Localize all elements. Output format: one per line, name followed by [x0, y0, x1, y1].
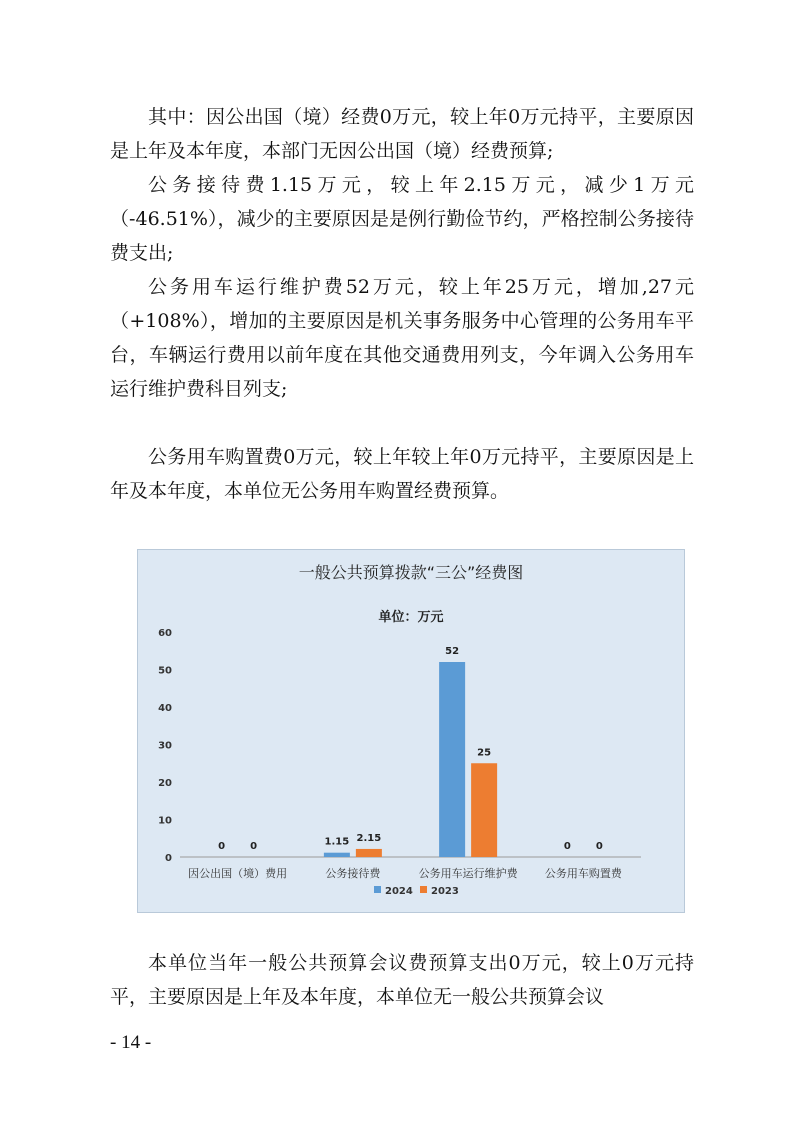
- data-label: 0: [250, 841, 258, 852]
- legend-label: 2023: [431, 886, 459, 897]
- chart-subtitle: 单位：万元: [378, 610, 444, 625]
- legend-swatch: [374, 886, 381, 893]
- paragraph-overseas-expense: 其中：因公出国（境）经费0万元，较上年0万元持平，主要原因是上年及本年度，本部门无因公出国（境）经费预算;: [110, 106, 694, 162]
- data-label: 52: [445, 646, 460, 657]
- legend-swatch: [420, 886, 427, 893]
- y-tick-label: 30: [158, 740, 172, 752]
- category-label: 因公出国（境）费用: [188, 867, 288, 880]
- y-tick-label: 10: [158, 815, 172, 827]
- chart-plot: [138, 550, 686, 914]
- bar: [471, 763, 497, 857]
- legend-label: 2024: [385, 886, 413, 897]
- y-tick-label: 20: [158, 778, 172, 789]
- category-label: 公务用车购置费: [544, 867, 622, 880]
- paragraph-meeting-expense: 本单位当年一般公共预算会议费预算支出0万元，较上0万元持平，主要原因是上年及本年度，本单位无一般公共预算会议: [110, 952, 694, 1008]
- y-tick-label: 40: [158, 703, 172, 714]
- data-label: 1.15: [324, 836, 350, 848]
- data-label: 0: [218, 841, 226, 852]
- category-label: 公务接待费: [325, 867, 381, 880]
- category-label: 公务用车运行维护费: [418, 867, 518, 880]
- paragraph-vehicle-maintenance: 公务用车运行维护费52万元，较上年25万元，增加,27元（+108%），增加的主要原因是机关事务服务中心管理的公务用车平台，车辆运行费用以前年度在其他交通费用列支，今年调入公务用车运行维护费科目列支;: [110, 276, 694, 400]
- bar: [439, 662, 465, 857]
- paragraph-vehicle-purchase: 公务用车购置费0万元，较上年较上年0万元持平，主要原因是上年及本年度，本单位无公务用车购置经费预算。: [110, 446, 694, 502]
- page-number: - 14 -: [110, 1032, 152, 1053]
- data-label: 0: [563, 841, 571, 852]
- chart-title: 一般公共预算拨款“三公”经费图: [298, 563, 524, 582]
- y-tick-label: 0: [165, 853, 172, 864]
- paragraph-reception-expense: 公务接待费1.15万元，较上年2.15万元，减少1万元（-46.51%），减少的主要原因是是例行勤俭节约，严格控制公务接待费支出;: [110, 174, 694, 264]
- y-tick-label: 50: [158, 665, 172, 677]
- data-label: 2.15: [356, 832, 382, 844]
- bar: [324, 853, 350, 857]
- three-public-expense-chart: [137, 549, 685, 913]
- bar: [356, 849, 382, 857]
- y-tick-label: 60: [158, 628, 172, 639]
- data-label: 0: [595, 841, 603, 852]
- data-label: 25: [477, 747, 492, 759]
